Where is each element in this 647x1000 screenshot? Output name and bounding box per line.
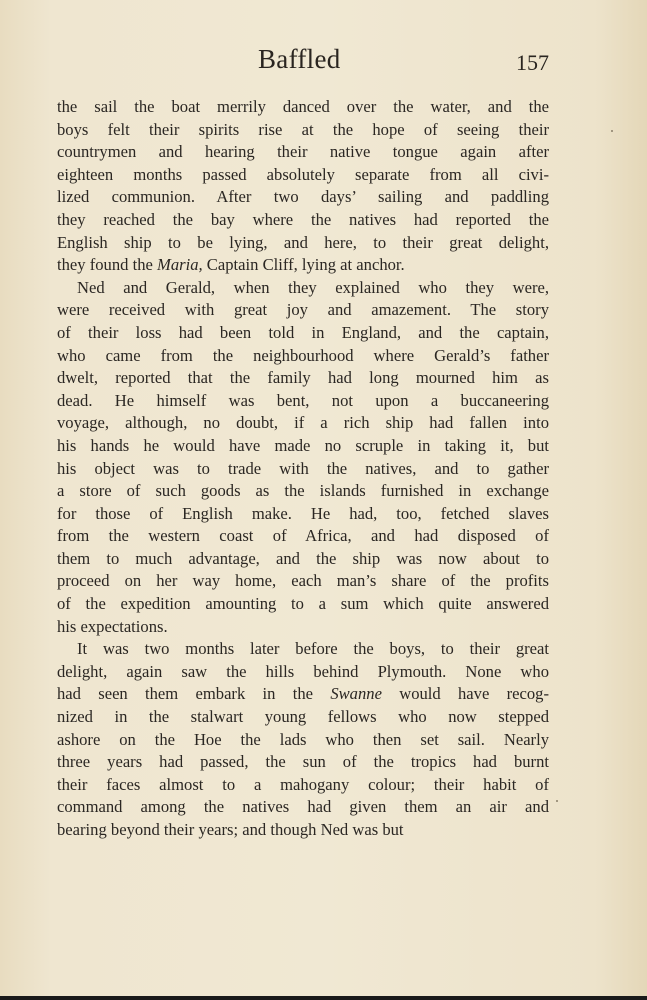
ship-name: Maria,	[157, 255, 203, 275]
text-line: boys felt their spirits rise at the hope of seeing their	[57, 119, 549, 139]
text-line: dwelt, reported that the family had long mourned him as	[57, 368, 549, 388]
text-segment: they found the	[57, 255, 158, 275]
text-line: were received with great joy and amazement. The story	[57, 300, 549, 320]
paper-speck	[556, 800, 558, 802]
text-line: the sail the boat merrily danced over the water, and the	[57, 97, 549, 116]
text-segment: would have recog-	[381, 684, 549, 704]
running-header	[0, 44, 647, 84]
text-line: for those of English make. He had, too, fetched slaves	[57, 503, 549, 523]
text-line: his expectations.	[57, 616, 168, 636]
text-line: from the western coast of Africa, and had disposed of	[57, 526, 549, 546]
text-line: three years had passed, the sun of the tropics had burnt	[57, 752, 549, 772]
text-line: command among the natives had given them an air and	[57, 797, 549, 817]
text-line: voyage, although, no doubt, if a rich ship had fallen into	[57, 413, 549, 433]
text-line: their faces almost to a mahogany colour; their habit of	[57, 774, 549, 794]
text-line: dead. He himself was bent, not upon a buccaneering	[57, 390, 549, 410]
text-line: lized communion. After two days’ sailing and paddling	[57, 187, 549, 207]
page-number: 157	[516, 50, 549, 75]
paper-speck	[611, 130, 613, 132]
text-line: ashore on the Hoe the lads who then set sail. Nearly	[57, 729, 549, 749]
text-line: who came from the neighbourhood where Gerald’s father	[57, 345, 549, 365]
text-line: a store of such goods as the islands furnished in exchange	[57, 481, 549, 501]
text-segment: had seen them embark in the	[57, 684, 331, 704]
text-line	[57, 683, 549, 706]
paragraph	[57, 96, 549, 277]
text-line: bearing beyond their years; and though Ned was but	[57, 820, 404, 839]
text-line: they reached the bay where the natives had reported the	[57, 209, 549, 229]
paragraph	[57, 277, 549, 639]
text-line: of the expedition amounting to a sum which quite answered	[57, 594, 549, 614]
ship-name: Swanne	[330, 684, 382, 704]
text-line: Ned and Gerald, when they explained who they were,	[77, 277, 549, 297]
text-line	[57, 254, 549, 277]
text-line: eighteen months passed absolutely separate from all civi-	[57, 164, 549, 184]
text-line: proceed on her way home, each man’s share of the profits	[57, 571, 549, 591]
text-segment: Captain Cliff, lying at anchor.	[202, 255, 405, 275]
text-line: his object was to trade with the natives, and to gather	[57, 458, 549, 478]
paragraph	[57, 638, 549, 841]
text-line: delight, again saw the hills behind Plymouth. None who	[57, 661, 549, 681]
page-bottom-edge	[0, 996, 647, 1000]
running-title: Baffled	[258, 44, 341, 74]
text-line: It was two months later before the boys, to their great	[77, 639, 549, 659]
text-line: English ship to be lying, and here, to their great delight,	[57, 232, 549, 252]
body-text	[57, 96, 549, 842]
text-line: countrymen and hearing their native tongue again after	[57, 142, 549, 162]
text-line: nized in the stalwart young fellows who now stepped	[57, 707, 549, 727]
text-line: them to much advantage, and the ship was now about to	[57, 548, 549, 568]
text-line: of their loss had been told in England, and the captain,	[57, 322, 549, 342]
text-line: his hands he would have made no scruple in taking it, but	[57, 435, 549, 455]
